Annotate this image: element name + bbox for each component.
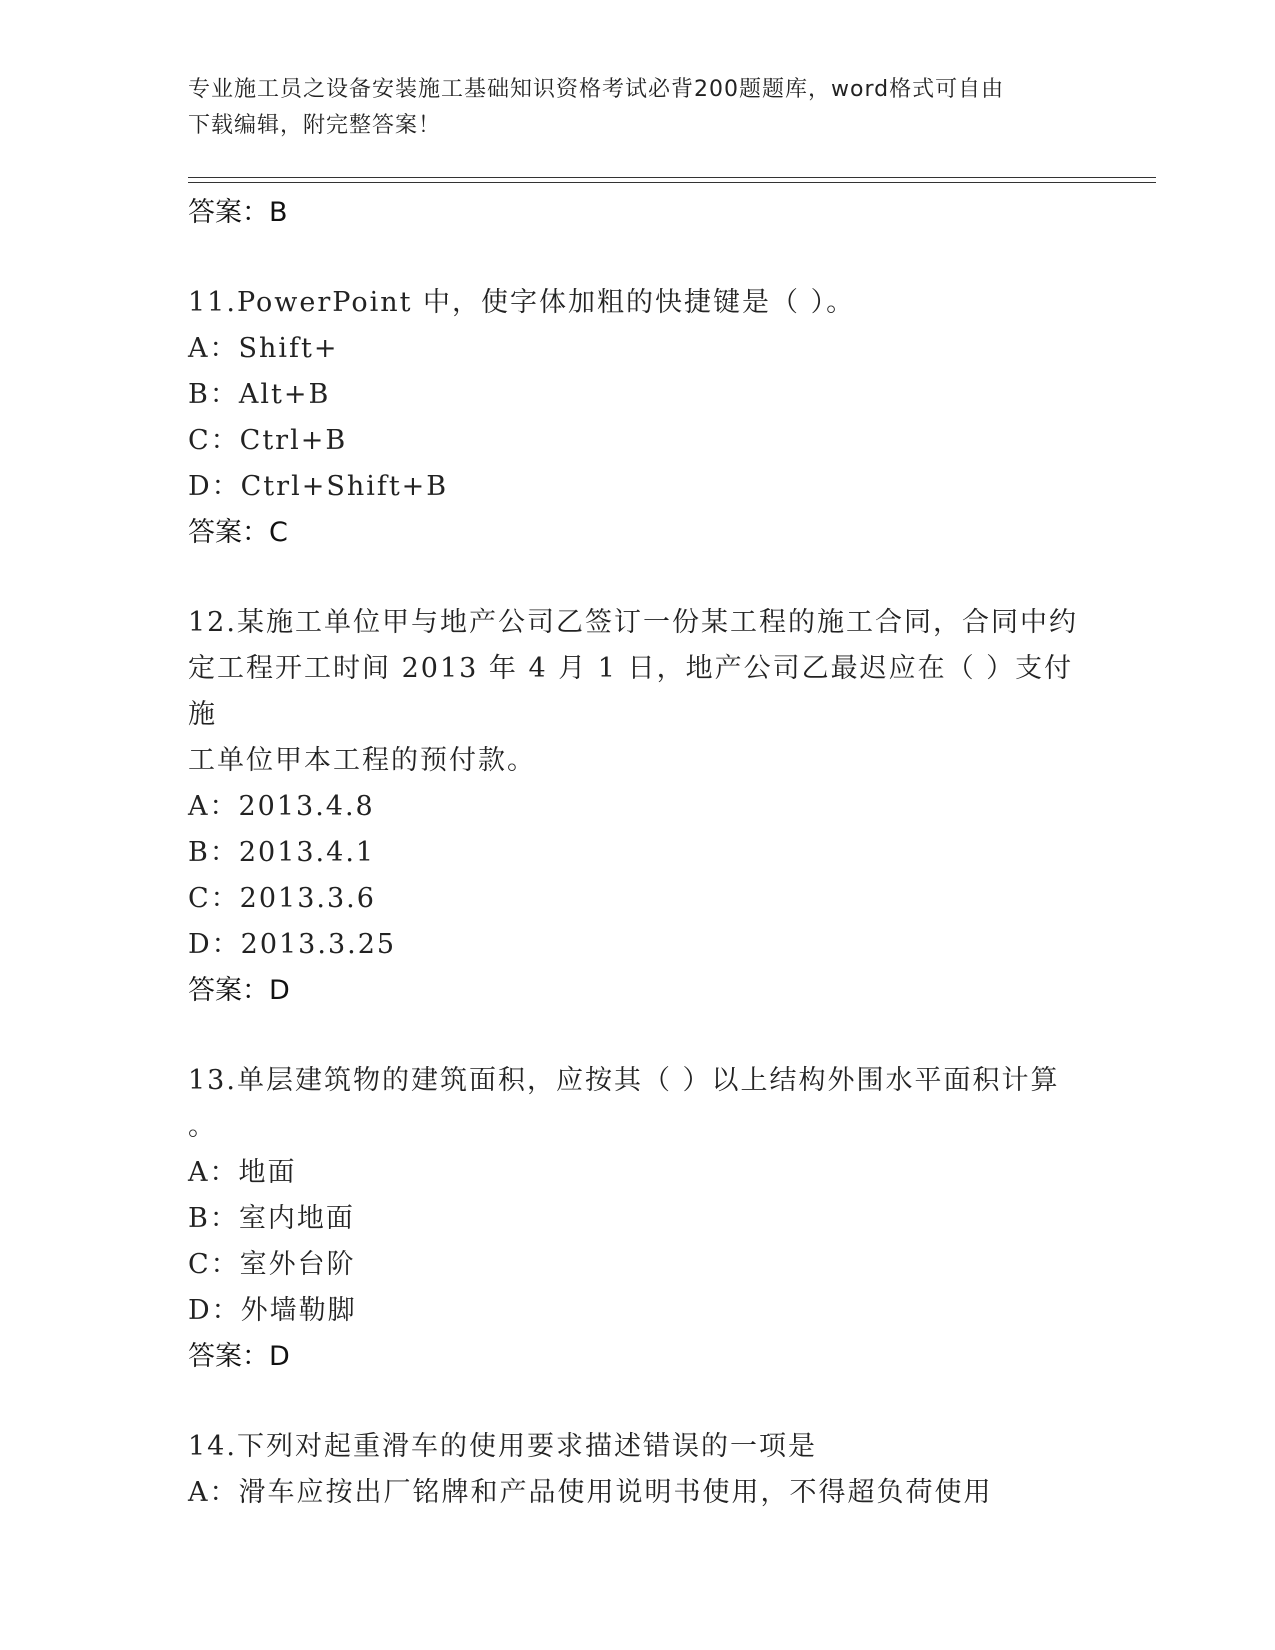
header-line-2: 下载编辑，附完整答案！ <box>188 113 442 138</box>
option-a: A：滑车应按出厂铭牌和产品使用说明书使用，不得超负荷使用 <box>188 1477 993 1508</box>
answer-label: 答案：D <box>188 975 290 1006</box>
question-14 <box>188 1424 1088 1516</box>
question-list <box>188 190 1088 1516</box>
option-a: A：Shift+ <box>188 333 339 364</box>
spacer <box>188 556 1088 600</box>
header-divider-bottom <box>188 182 1156 183</box>
option-a: A：地面 <box>188 1157 297 1188</box>
question-text: 11.PowerPoint 中，使字体加粗的快捷键是（ ）。 <box>188 287 856 318</box>
option-b: B：室内地面 <box>188 1203 355 1234</box>
spacer <box>188 1014 1088 1058</box>
option-d: D：Ctrl+Shift+B <box>188 471 449 502</box>
spacer <box>188 1380 1088 1424</box>
question-text-line-2: 定工程开工时间 2013 年 4 月 1 日，地产公司乙最迟应在（ ）支付施 <box>188 653 1074 730</box>
answer-label: 答案：B <box>188 197 288 228</box>
option-b: B：2013.4.1 <box>188 837 376 868</box>
header-divider-top <box>188 177 1156 178</box>
question-text-line-1: 13.单层建筑物的建筑面积，应按其（ ）以上结构外围水平面积计算 <box>188 1065 1060 1096</box>
question-13 <box>188 1058 1088 1380</box>
question-11 <box>188 280 1088 556</box>
answer-label: 答案：D <box>188 1341 290 1372</box>
option-b: B：Alt+B <box>188 379 331 410</box>
option-c: C：室外台阶 <box>188 1249 356 1280</box>
option-d: D：2013.3.25 <box>188 929 397 960</box>
option-c: C：2013.3.6 <box>188 883 376 914</box>
question-text-line-3: 工单位甲本工程的预付款。 <box>188 745 536 776</box>
option-d: D：外墙勒脚 <box>188 1295 357 1326</box>
question-12 <box>188 600 1088 1014</box>
option-c: C：Ctrl+B <box>188 425 348 456</box>
question-text-line-1: 12.某施工单位甲与地产公司乙签订一份某工程的施工合同，合同中约 <box>188 607 1078 638</box>
spacer <box>188 236 1088 280</box>
option-a: A：2013.4.8 <box>188 791 375 822</box>
document-header <box>188 72 1088 144</box>
question-text: 14.下列对起重滑车的使用要求描述错误的一项是 <box>188 1431 817 1462</box>
header-line-1: 专业施工员之设备安装施工基础知识资格考试必背200题题库，word格式可自由 <box>188 77 1005 102</box>
question-text-line-2: 。 <box>188 1111 217 1142</box>
answer-label: 答案：C <box>188 517 288 548</box>
